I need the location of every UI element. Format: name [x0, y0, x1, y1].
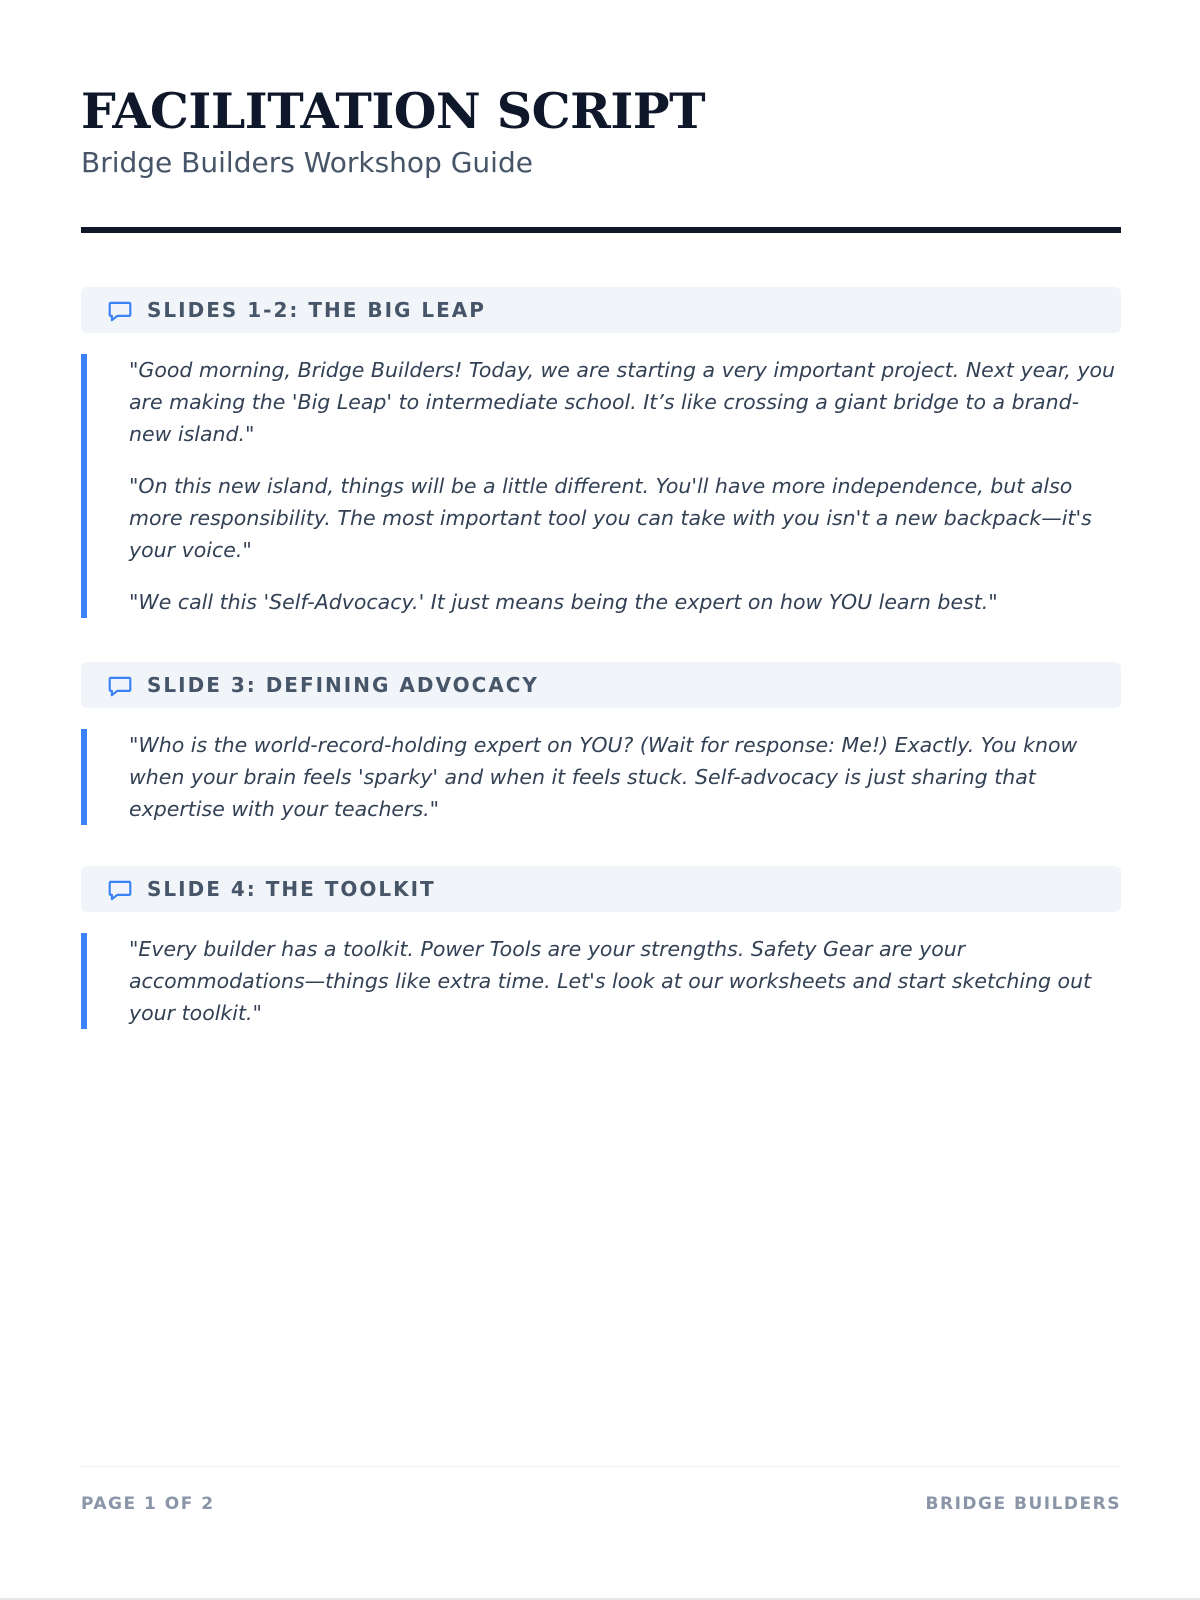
script-quote-block [81, 933, 1121, 1029]
script-quote-block [81, 354, 1121, 618]
page-subtitle: Bridge Builders Workshop Guide [81, 146, 533, 179]
script-paragraph: "Who is the world-record-holding expert on YOU? (Wait for response: Me!) Exactly. You know when your brain feels 'sparky' and when it feels stuck. Self-advocacy is just sharing that expertise with your teachers." [129, 733, 1078, 821]
speech-bubble-icon [107, 877, 133, 903]
section-header-toolkit [81, 866, 1121, 912]
section-header-big-leap [81, 287, 1121, 333]
section-heading: SLIDE 4: THE TOOLKIT [147, 877, 436, 901]
script-paragraph: "On this new island, things will be a little different. You'll have more independence, but also more responsibility. The most important tool you can take with you isn't a new backpack—it's your voice." [129, 474, 1092, 562]
footer-brand: BRIDGE BUILDERS [925, 1494, 1121, 1514]
script-paragraph: "Good morning, Bridge Builders! Today, we are starting a very important project. Next year, you are making the 'Big Leap' to intermediate school. It’s like crossing a giant bridge to a brand-new island." [129, 358, 1116, 446]
script-paragraph: "We call this 'Self-Advocacy.' It just means being the expert on how YOU learn best." [129, 590, 998, 614]
speech-bubble-icon [107, 298, 133, 324]
page-title: FACILITATION SCRIPT [81, 82, 706, 140]
section-heading: SLIDES 1-2: THE BIG LEAP [147, 298, 486, 322]
speech-bubble-icon [107, 673, 133, 699]
document-page [81, 0, 1121, 1600]
section-heading: SLIDE 3: DEFINING ADVOCACY [147, 673, 539, 697]
script-quote-block [81, 729, 1121, 825]
script-paragraph: "Every builder has a toolkit. Power Tools are your strengths. Safety Gear are your accommodations—things like extra time. Let's look at our worksheets and start sketching out your toolkit." [129, 937, 1092, 1025]
section-header-defining-advocacy [81, 662, 1121, 708]
footer-divider [81, 1466, 1121, 1467]
page-number: PAGE 1 OF 2 [81, 1494, 215, 1514]
header-divider [81, 227, 1121, 233]
